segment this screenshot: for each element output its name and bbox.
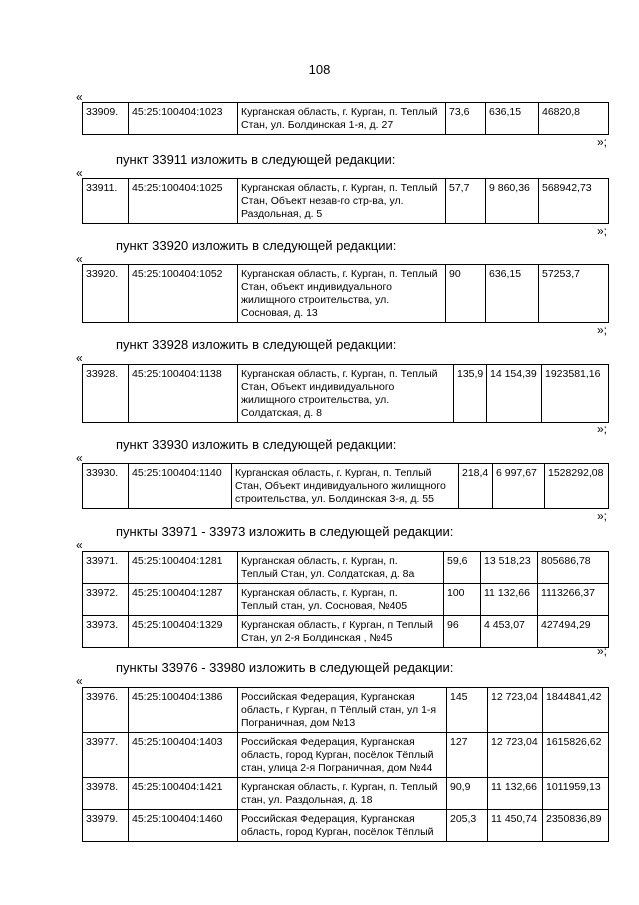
closing-quote: »;: [597, 644, 608, 658]
address-cell: Российская Федерация, Курганская область, город Курган, посёлок Тёплый стан, улица 2-я Пограничная, дом №44: [238, 733, 447, 778]
value-cell: 1011959,13: [543, 778, 609, 810]
rate-cell: 11 132,66: [488, 778, 543, 810]
area-cell: 145: [447, 688, 488, 733]
value-cell: 1615826,62: [543, 733, 609, 778]
cadastral-number-cell: 45:25:100404:1281: [129, 552, 238, 584]
opening-quote: «: [76, 166, 83, 180]
value-cell: 427494,29: [538, 616, 609, 648]
item-number-cell: 33971.: [83, 552, 129, 584]
closing-quote: »;: [597, 224, 608, 238]
address-cell: Курганская область, г Курган, п Теплый Стан, ул 2-я Болдинская , №45: [238, 616, 444, 648]
section-intro: пункт 33930 изложить в следующей редакции:: [116, 437, 397, 452]
closing-quote: »;: [597, 323, 608, 337]
table-row: [83, 810, 609, 842]
cadastral-number-cell: 45:25:100404:1421: [129, 778, 238, 810]
property-table: [82, 463, 609, 509]
page-number: 108: [308, 62, 331, 77]
cadastral-number-cell: 45:25:100404:1460: [129, 810, 238, 842]
address-cell: Курганская область, г. Курган, п. Теплый Стан, ул. Болдинская 1-я, д. 27: [238, 103, 446, 135]
table-row: [83, 464, 609, 509]
area-cell: 127: [447, 733, 488, 778]
section-intro: пункт 33911 изложить в следующей редакции:: [116, 152, 396, 167]
item-number-cell: 33972.: [83, 584, 129, 616]
cadastral-number-cell: 45:25:100404:1287: [129, 584, 238, 616]
closing-quote: »;: [597, 135, 608, 149]
closing-quote: »;: [597, 509, 608, 523]
rate-cell: 11 132,66: [481, 584, 538, 616]
table-row: [83, 365, 609, 423]
opening-quote: «: [76, 451, 83, 465]
section-intro: пункты 33971 - 33973 изложить в следующей редакции:: [116, 524, 454, 539]
item-number-cell: 33976.: [83, 688, 129, 733]
item-number-cell: 33920.: [83, 265, 129, 323]
cadastral-number-cell: 45:25:100404:1025: [129, 179, 238, 224]
table-row: [83, 265, 609, 323]
item-number-cell: 33977.: [83, 733, 129, 778]
address-cell: Курганская область, г. Курган, п. Теплый стан, ул. Сосновая, №405: [238, 584, 444, 616]
item-number-cell: 33909.: [83, 103, 129, 135]
cadastral-number-cell: 45:25:100404:1386: [129, 688, 238, 733]
value-cell: 568942,73: [539, 179, 609, 224]
area-cell: 218,4: [459, 464, 493, 509]
address-cell: Курганская область, г. Курган, п. Теплый Стан, объект индивидуального жилищного строительства, ул. Сосновая, д. 13: [238, 265, 446, 323]
rate-cell: 636,15: [486, 103, 539, 135]
item-number-cell: 33930.: [83, 464, 129, 509]
rate-cell: 13 518,23: [481, 552, 538, 584]
rate-cell: 636,15: [486, 265, 539, 323]
opening-quote: «: [76, 90, 83, 104]
area-cell: 57,7: [446, 179, 486, 224]
area-cell: 96: [444, 616, 481, 648]
area-cell: 205,3: [447, 810, 488, 842]
property-table: [82, 178, 609, 224]
opening-quote: «: [76, 252, 83, 266]
table-row: [83, 179, 609, 224]
property-table: [82, 102, 609, 135]
address-cell: Курганская область, г. Курган, п. Теплый Стан, Объект индивидуального жилищного строительства, ул. Солдатская, д. 8: [238, 365, 454, 423]
property-table: [82, 551, 609, 648]
rate-cell: 14 154,39: [487, 365, 542, 423]
cadastral-number-cell: 45:25:100404:1329: [129, 616, 238, 648]
rate-cell: 6 997,67: [493, 464, 545, 509]
value-cell: 1844841,42: [543, 688, 609, 733]
cadastral-number-cell: 45:25:100404:1140: [129, 464, 232, 509]
value-cell: 2350836,89: [543, 810, 609, 842]
rate-cell: 9 860,36: [486, 179, 539, 224]
item-number-cell: 33973.: [83, 616, 129, 648]
property-table: [82, 264, 609, 323]
section-intro: пункт 33928 изложить в следующей редакции:: [116, 337, 397, 352]
area-cell: 90: [446, 265, 486, 323]
table-row: [83, 616, 609, 648]
address-cell: Российская Федерация, Курганская область, город Курган, посёлок Тёплый: [238, 810, 447, 842]
area-cell: 90,9: [447, 778, 488, 810]
closing-quote: »;: [597, 422, 608, 436]
address-cell: Курганская область, г. Курган, п. Теплый Стан, ул. Солдатская, д. 8а: [238, 552, 444, 584]
value-cell: 46820,8: [539, 103, 609, 135]
rate-cell: 12 723,04: [488, 733, 543, 778]
table-row: [83, 733, 609, 778]
item-number-cell: 33928.: [83, 365, 129, 423]
opening-quote: «: [76, 351, 83, 365]
opening-quote: «: [76, 538, 83, 552]
item-number-cell: 33979.: [83, 810, 129, 842]
value-cell: 57253,7: [539, 265, 609, 323]
opening-quote: «: [76, 674, 83, 688]
table-row: [83, 584, 609, 616]
value-cell: 1528292,08: [545, 464, 609, 509]
cadastral-number-cell: 45:25:100404:1052: [129, 265, 238, 323]
address-cell: Российская Федерация, Курганская область, г Курган, п Тёплый стан, ул 1-я Пограничная, дом №13: [238, 688, 447, 733]
area-cell: 135,9: [454, 365, 487, 423]
section-intro: пункт 33920 изложить в следующей редакции:: [116, 238, 397, 253]
area-cell: 100: [444, 584, 481, 616]
table-row: [83, 103, 609, 135]
rate-cell: 12 723,04: [488, 688, 543, 733]
area-cell: 59,6: [444, 552, 481, 584]
property-table: [82, 364, 609, 423]
item-number-cell: 33978.: [83, 778, 129, 810]
cadastral-number-cell: 45:25:100404:1138: [129, 365, 238, 423]
rate-cell: 11 450,74: [488, 810, 543, 842]
area-cell: 73,6: [446, 103, 486, 135]
address-cell: Курганская область, г. Курган, п. Теплый стан, ул. Раздольная, д. 18: [238, 778, 447, 810]
table-row: [83, 688, 609, 733]
item-number-cell: 33911.: [83, 179, 129, 224]
address-cell: Курганская область, г. Курган, п. Теплый Стан, Объект незав-го стр-ва, ул. Раздольная, д. 5: [238, 179, 446, 224]
cadastral-number-cell: 45:25:100404:1023: [129, 103, 238, 135]
section-intro: пункты 33976 - 33980 изложить в следующей редакции:: [116, 660, 454, 675]
value-cell: 805686,78: [538, 552, 609, 584]
address-cell: Курганская область, г. Курган, п. Теплый Стан, Объект индивидуального жилищного строительства, ул. Болдинская 3-я, д. 55: [232, 464, 459, 509]
rate-cell: 4 453,07: [481, 616, 538, 648]
table-row: [83, 552, 609, 584]
table-row: [83, 778, 609, 810]
value-cell: 1923581,16: [542, 365, 609, 423]
value-cell: 1113266,37: [538, 584, 609, 616]
property-table: [82, 687, 609, 842]
cadastral-number-cell: 45:25:100404:1403: [129, 733, 238, 778]
